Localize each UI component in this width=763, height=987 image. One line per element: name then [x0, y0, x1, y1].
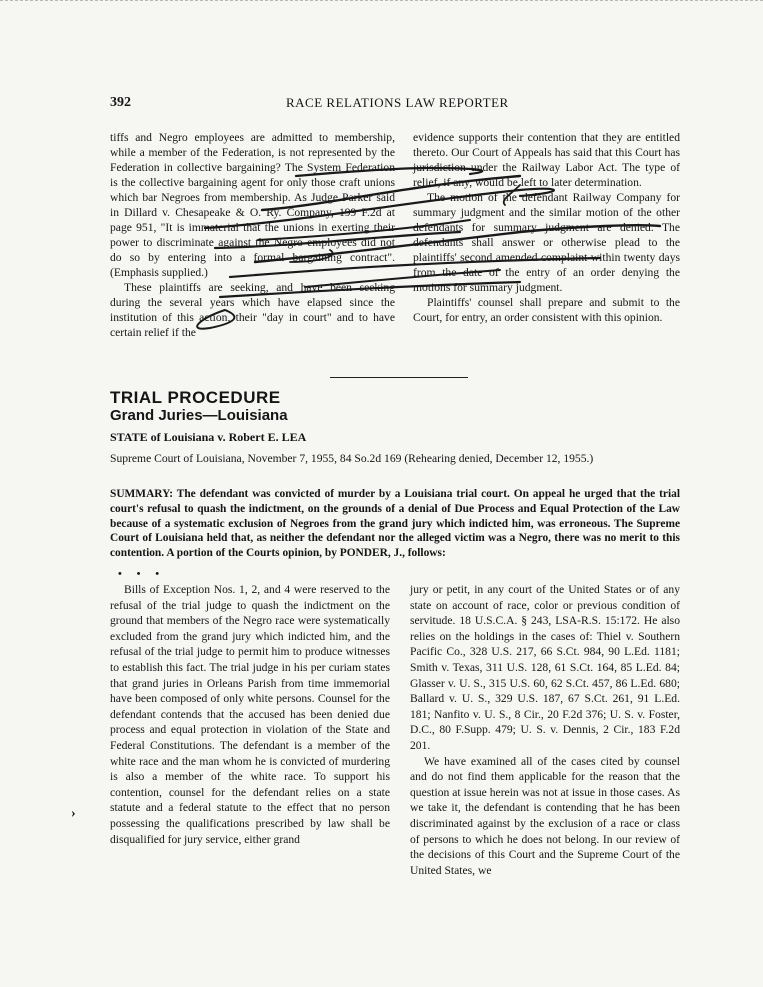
paragraph: Bills of Exception Nos. 1, 2, and 4 were reserved to the refusal of the trial judge to quash the indictment on the ground that members of the Negro race were systematically excluded from the grand jury which indicted him, and the refusal of the trial judge to permit him to produce witnesses to establish this fact. The trial judge in his per curiam states that grand juries in Orleans Parish from time immemorial have been composed of only white persons. Counsel for the defendant contends that the accused has been denied due process and equal protection in violation of the State and Federal Constitutions. The defendant is a member of the white race and the man whom he is convicted of murdering is also a member of the white race. To support his contention, counsel for the defendant relies on a state statute and a federal statute to the effect that no person possessing the qualifications prescribed by law shall be disqualified for jury service, either grand	[110, 583, 390, 846]
top-left-column	[110, 130, 395, 340]
court-citation: Supreme Court of Louisiana, November 7, 1955, 84 So.2d 169 (Rehearing denied, December 12, 1955.)	[110, 452, 594, 465]
page-number: 392	[110, 95, 131, 110]
section-break-stars: • • •	[118, 568, 166, 580]
section-divider	[330, 377, 468, 378]
paragraph: jury or petit, in any court of the United States or of any state on account of race, color or previous condition of servitude. 18 U.S.C.A. § 243, LSA-R.S. 15:172. He also relies on the holdings in the cases of: Thiel v. Southern Pacific Co., 328 U.S. 217, 66 S.Ct. 984, 90 L.Ed. 1181; Smith v. Texas, 311 U.S. 128, 61 S.Ct. 164, 85 L.Ed. 84; Glasser v. U. S., 315 U.S. 60, 62 S.Ct. 457, 86 L.Ed. 680; Ballard v. U. S., 329 U.S. 187, 67 S.Ct. 261, 91 L.Ed. 181; Nanfito v. U. S., 8 Cir., 20 F.2d 376; U. S. v. Foster, D.C., 80 F.Supp. 479; U. S. v. Dennis, 2 Cir., 183 F.2d 201.	[410, 583, 680, 752]
section-subtitle: Grand Juries—Louisiana	[110, 407, 288, 424]
case-summary: SUMMARY: The defendant was convicted of murder by a Louisiana trial court. On appeal he urged that the trial court's refusal to quash the indictment, on the grounds of a denial of Due Process and Equal Protection of the Law because of a systematic exclusion of Negroes from the grand jury which indicted him, was erroneous. The Supreme Court of Louisiana held that, as neither the defendant nor the alleged victim was a Negro, there was no merit to this contention. A portion of the Courts opinion, by PONDER, J., follows:	[110, 488, 680, 560]
scan-edge	[0, 0, 763, 5]
paragraph: The motion of the defendant Railway Company for summary judgment and the similar motion of the other defendants for summary judgment are denied. The defendants shall answer or otherwise plead to the plaintiffs' second amended complaint within twenty days from the date of the entry of an order denying the motions for summary judgment.	[413, 191, 680, 294]
paragraph: These plaintiffs are seeking, and have been seeking during the several years which have elapsed since the institution of this action, their "day in court" and to have certain relief if the	[110, 281, 395, 339]
bottom-right-column	[410, 582, 680, 878]
case-title: STATE of Louisiana v. Robert E. LEA	[110, 430, 307, 444]
paragraph: tiffs and Negro employees are admitted to membership, while a member of the Federation, is not represented by the Federation in collective bargaining? The System Federation is the collective bargaining agent for only those craft unions which bar Negroes from membership. As Judge Parker said in Dillard v. Chesapeake & O. Ry. Company, 199 F.2d at page 951, "It is immaterial that the unions in exerting their power to discriminate against the Negro employees did not do so by entering into a formal bargaining contract". (Emphasis supplied.)	[110, 131, 395, 279]
margin-mark: ›	[71, 806, 76, 821]
section-title: TRIAL PROCEDURE	[110, 388, 281, 407]
page-header	[110, 95, 690, 115]
paragraph: Plaintiffs' counsel shall prepare and submit to the Court, for entry, an order consistent with this opinion.	[413, 296, 680, 324]
bottom-left-column	[110, 582, 390, 847]
paragraph: evidence supports their contention that they are entitled thereto. Our Court of Appeals has said that this Court has jurisdiction under the Railway Labor Act. The type of relief, if any, would be left to later determination.	[413, 131, 680, 189]
running-head: RACE RELATIONS LAW REPORTER	[286, 95, 509, 110]
paragraph: We have examined all of the cases cited by counsel and do not find them applicable for the reason that the question at issue herein was not at issue in those cases. As we take it, the defendant is contending that he has been discriminated against by the exclusion of a race or class of persons to which he does not belong. In our review of the decisions of this Court and the Supreme Court of the United States, we	[410, 754, 680, 877]
top-right-column	[413, 130, 680, 325]
